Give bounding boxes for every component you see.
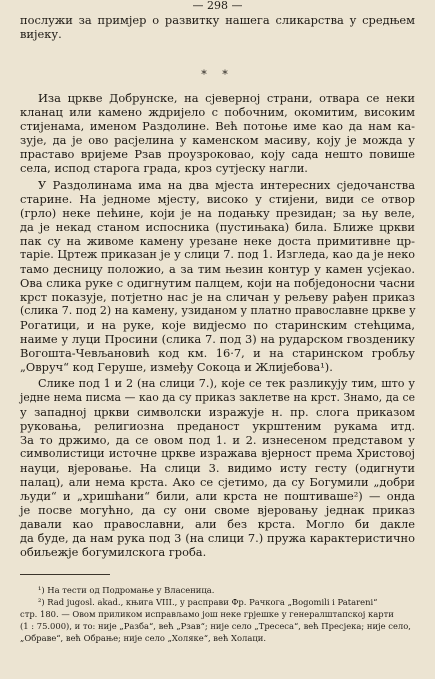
text-line-21: Вогошта-Чевљановић код км. 16·7, и на старинском гробљу xyxy=(20,346,415,360)
text-line-25: у западној цркви символски изражује н. пр. слога приказом xyxy=(20,405,415,419)
text-line-1: послужи за примјер о развитку нашега сликарства у средњем xyxy=(20,13,415,27)
text-line-10: старине. На једноме мјесту, високо у стијени, види се отвор xyxy=(20,192,415,206)
text-line-7: праставо вријеме Рзав проузроковао, коју сада нешто повише xyxy=(20,147,415,161)
text-line-27: За то држимо, да се овом под 1. и 2. изнесеном представом у xyxy=(20,433,415,447)
text-line-22: „Овруч“ код Геруше, између Сокоца и Жлијебова¹). xyxy=(20,360,333,374)
text-line-31: људи“ и „хришћани“ били, али крста не поштиваше²) — онда xyxy=(20,489,415,503)
text-line-28: символистици источне цркве изражава вјерност према Христовој xyxy=(20,447,415,460)
text-line-6: зује, да је ово расјелина у каменском масиву, коју је можда у xyxy=(20,133,415,147)
text-line-17: крст показује, потјетно нас је на сличан у рељеву рађен приказ xyxy=(20,290,415,304)
text-line-30: палац), али нема крста. Ако се сјетимо, да су Богумили „добри xyxy=(20,475,415,489)
text-line-4: кланац или камено ждријело с побочним, окомитим, високим xyxy=(20,105,415,119)
section-separator: * * xyxy=(201,68,234,81)
text-line-5: стијенама, именом Раздолине. Већ потоње име као да нам ка- xyxy=(20,119,415,133)
page-number-header: — 298 — xyxy=(192,0,243,12)
text-line-29: науци, вјеровање. На слици 3. видимо исту гесту (одигнути xyxy=(20,461,415,475)
footnote-2-line-4: „Обраве“, већ Обрање; није село „Холяке“, већ Холаци. xyxy=(20,633,266,643)
footnote-2-line-1: ²) Rad jugosl. akad., књига VIII., у расправи Фр. Рачкога „Bogomili i Patareni“ xyxy=(38,597,378,607)
footnote-1: ¹) На тести од Подромање у Власеница. xyxy=(38,585,215,595)
text-line-8: села, испод старога града, кроз сутјеску нагли. xyxy=(20,161,308,175)
text-line-9: У Раздолинама има на два мјеста интересних сједочанства xyxy=(38,178,415,192)
text-line-13: пак су на живоме камену урезане неке доста примитивне цр- xyxy=(20,234,415,248)
footnote-2-line-3: (1 : 75.000), и то: није „Разба“, већ „Рзав“; није село „Тресеса“, већ Пресјека; није село, xyxy=(20,621,411,631)
text-line-24: једне нема писма — као да су приказ заклетве на крст. Знамо, да се xyxy=(20,391,415,404)
text-line-12: да је некад станом испосника (пустињака) била. Ближе цркви xyxy=(20,220,415,234)
text-line-26: руковања, религиозна преданост укрштеним рукама итд. xyxy=(20,419,415,433)
footnote-rule xyxy=(20,574,110,575)
text-line-2: вијеку. xyxy=(20,27,62,41)
text-line-18: (слика 7. под 2) на камену, узиданом у платно православне цркве у xyxy=(20,304,416,317)
text-line-14: таріе. Цртеж приказан је у слици 7. под 1. Изгледа, као да је неко xyxy=(20,248,415,261)
text-line-19: Рогатици, и на руке, које видјесмо по старинским стећцима, xyxy=(20,318,415,332)
text-line-33: давали као православни, али без крста. Могло би дакле xyxy=(20,517,415,531)
text-line-23: Слике под 1 и 2 (на слици 7.), које се тек разликују тим, што у xyxy=(38,377,415,390)
text-line-20: наиме у луци Просини (слика 7. под 3) на рударском гвозденику xyxy=(20,332,415,346)
text-line-15: тамо десницу положио, а за тим њезин контур у камен усјекао. xyxy=(20,262,415,276)
text-line-11: (грло) неке пећине, који је на подањку президан; за њу веле, xyxy=(20,206,415,220)
text-line-32: је посве могућно, да су они своме вјеровању једнак приказ xyxy=(20,503,415,517)
text-line-16: Ова слика руке с одигнутим палцем, који на побједоносни часни xyxy=(20,276,415,290)
text-line-35: обиљежје богумилскога гроба. xyxy=(20,545,207,559)
text-line-3: Иза цркве Добрунске, на сјеверној страни, отвара се неки xyxy=(38,91,415,105)
text-line-34: да буде, да нам рука под 3 (на слици 7.) пружа карактеристично xyxy=(20,531,415,545)
footnote-2-line-2: стр. 180. — Овом приликом исправљамо још неке грјешке у генералштапској карти xyxy=(20,609,394,619)
